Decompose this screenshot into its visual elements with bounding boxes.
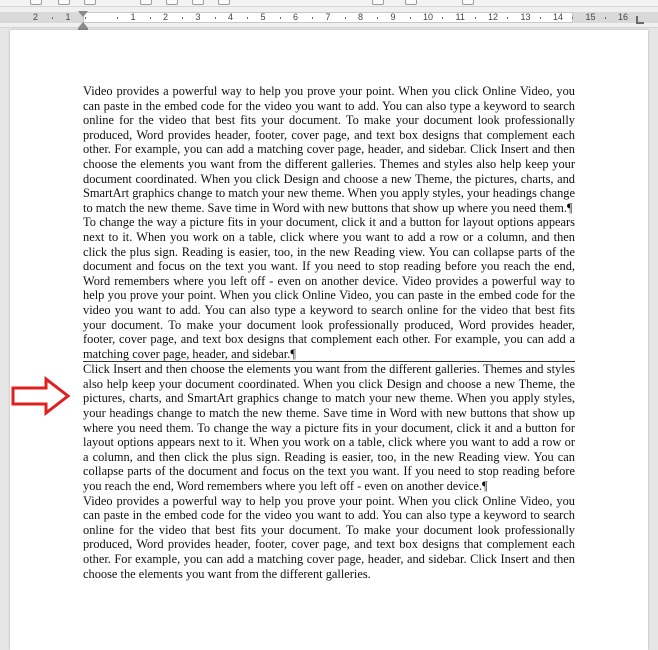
- ruler-tick: [85, 17, 86, 19]
- paragraph-text: To change the way a picture fits in your document, click it and a button for layout options appears next to it. When you work on a table, click where you want to add a row or a column, and then click the plus sign. Reading is easier, too, in the new Reading view. You can collapse parts of the document and focus on the text you want. If you need to stop reading before you reach the end, Word remembers where you left off - even on another device. Video provides a powerful way to help you prove your point. When you click Online Video, you can paste in the embed code for the video you want to add. You can also type a keyword to search online for the video that best fits your document. To make your document look professionally produced, Word provides header, footer, cover page, and text box designs that complement each other. For example, you can add a matching cover page, header, and sidebar.: [83, 215, 575, 361]
- ruler-tick: [637, 17, 638, 19]
- ruler-number: 16: [618, 12, 629, 22]
- styles-icon[interactable]: [166, 0, 178, 5]
- ruler-left-margin: [0, 12, 83, 23]
- align-icon[interactable]: [84, 0, 96, 5]
- document-body[interactable]: [83, 84, 575, 581]
- ruler-tick: [312, 17, 313, 19]
- ruler-tick: [182, 17, 183, 19]
- ruler-number: 10: [423, 12, 434, 22]
- ruler-tick: [540, 17, 541, 19]
- ruler-tick: [52, 17, 53, 19]
- ruler-number: 5: [260, 12, 266, 22]
- ruler-number: 13: [520, 12, 531, 22]
- pilcrow-mark: ¶: [290, 346, 296, 361]
- paragraph-text: Video provides a powerful way to help you prove your point. When you click Online Video, you can paste in the embed code for the video you want to add. You can also type a keyword to search online for the video that best fits your document. To make your document look professionally produced, Word provides header, footer, cover page, and text box designs that complement each other. For example, you can add a matching cover page, header, and sidebar. Click Insert and then choose the elements you want from the different galleries. Themes and styles also help keep your document coordinated. When you click Design and choose a new Theme, the pictures, charts, and SmartArt graphics change to match your new theme. When you apply styles, your headings change to match the new theme. Save time in Word with new buttons that show up where you need them.: [83, 84, 575, 215]
- ruler-tick: [345, 17, 346, 19]
- ruler-tick: [410, 17, 411, 19]
- ruler-tick: [377, 17, 378, 19]
- ruler-tick: [117, 17, 118, 19]
- font-icon[interactable]: [58, 0, 70, 5]
- ruler-number: 6: [293, 12, 299, 22]
- ruler-number: 1: [130, 12, 136, 22]
- ruler-tick: [280, 17, 281, 19]
- ruler-number: 3: [195, 12, 201, 22]
- paragraph-3[interactable]: [83, 361, 575, 493]
- ruler-number: 2: [163, 12, 169, 22]
- paragraph-1[interactable]: [83, 84, 575, 215]
- indent-icon[interactable]: [140, 0, 152, 5]
- paragraph-4[interactable]: [83, 494, 575, 582]
- pilcrow-mark: ¶: [566, 200, 573, 215]
- ruler-number: 7: [325, 12, 331, 22]
- ruler-tick: [215, 17, 216, 19]
- ruler-number: 15: [585, 12, 596, 22]
- format-painter-icon[interactable]: [30, 0, 42, 5]
- paragraph-text: Video provides a powerful way to help you prove your point. When you click Online Video, you can paste in the embed code for the video you want to add. You can also type a keyword to search online for the video that best fits your document. To make your document look professionally produced, Word provides header, footer, cover page, and text box designs that complement each other. For example, you can add a matching cover page, header, and sidebar. Click Insert and then choose the elements you want from the different galleries.: [83, 493, 575, 581]
- ruler-number: 2: [33, 12, 39, 22]
- ruler-number: 12: [488, 12, 499, 22]
- underline-icon[interactable]: [462, 0, 474, 5]
- ruler-tick: [605, 17, 606, 19]
- toolbar-strip: [0, 0, 658, 7]
- italic-icon[interactable]: [405, 0, 417, 5]
- ruler-tick: [150, 17, 151, 19]
- ruler-number: 14: [553, 12, 564, 22]
- horizontal-ruler[interactable]: [0, 7, 658, 28]
- ruler-tick: [507, 17, 508, 19]
- ruler-tick: [247, 17, 248, 19]
- pilcrow-mark: ¶: [482, 479, 488, 494]
- paragraph-icon[interactable]: [218, 0, 230, 5]
- document-page[interactable]: [10, 30, 648, 650]
- ruler-tick: [442, 17, 443, 19]
- ruler-number: 8: [358, 12, 364, 22]
- ruler-number: 1: [65, 12, 71, 22]
- ruler-tick: [572, 17, 573, 19]
- first-line-indent-marker[interactable]: [78, 11, 88, 17]
- paragraph-2[interactable]: [83, 215, 575, 361]
- styles-icon-2[interactable]: [192, 0, 204, 5]
- paragraph-text: Click Insert and then choose the elements you want from the different galleries. Themes and styles also help keep your document coordinated. When you click Design and choose a new Theme, the pictures, charts, and SmartArt graphics change to match your new theme. When you apply styles, your headings change to match the new theme. Save time in Word with new buttons that show up where you need them. To change the way a picture fits in your document, click it and a button for layout options appears next to it. When you work on a table, click where you want to add a row or a column, and then click the plus sign. Reading is easier, too, in the new Reading view. You can collapse parts of the document and focus on the text you want. If you need to stop reading before you reach the end, Word remembers where you left off - even on another device.: [83, 362, 575, 494]
- ruler-number: 11: [455, 12, 465, 22]
- right-arrow-icon: [10, 376, 72, 416]
- bold-icon[interactable]: [372, 0, 384, 5]
- ruler-tick: [475, 17, 476, 19]
- ruler-number: 9: [390, 12, 396, 22]
- ruler-number: 4: [228, 12, 234, 22]
